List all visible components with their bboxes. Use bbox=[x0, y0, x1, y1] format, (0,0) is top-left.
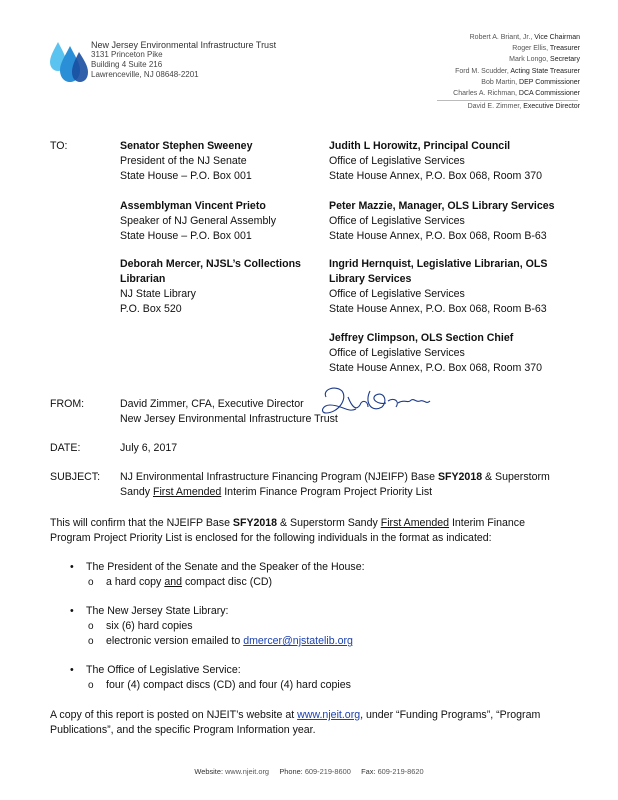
address-line: Building 4 Suite 216 bbox=[91, 60, 163, 69]
executive-director: David E. Zimmer, Executive Director bbox=[467, 103, 580, 111]
from-block: David Zimmer, CFA, Executive Director New Jersey Environmental Infrastructure Trust bbox=[120, 398, 338, 425]
address-line: 3131 Princeton Pike bbox=[91, 50, 163, 59]
board-member: Ford M. Scudder, Acting State Treasurer bbox=[455, 67, 580, 75]
list-item: • The New Jersey State Library: bbox=[66, 604, 353, 619]
njeit-logo bbox=[48, 38, 90, 86]
email-link[interactable]: dmercer@njstatelib.org bbox=[243, 635, 353, 647]
board-member: Bob Martin, DEP Commissioner bbox=[481, 78, 580, 86]
footer-website: www.njeit.org bbox=[225, 767, 270, 776]
board-member: Robert A. Briant, Jr., Vice Chairman bbox=[469, 34, 580, 41]
recipient: Senator Stephen Sweeney President of the NJ Senate State House – P.O. Box 001 bbox=[120, 140, 253, 182]
from-label: FROM: bbox=[50, 398, 85, 410]
closing-paragraph: A copy of this report is posted on NJEIT’s website at www.njeit.org, under “Funding Programs”, “Program Publications”, and the specific Program Information year. bbox=[50, 709, 541, 736]
subject-text: NJ Environmental Infrastructure Financing Program (NJEIFP) Base SFY2018 & Superstorm Sandy First Amended Interim Finance Program Project Priority List bbox=[120, 471, 550, 498]
org-address-block bbox=[91, 40, 276, 80]
distribution-list-ols bbox=[66, 663, 351, 693]
footer: Website: www.njeit.org Phone: 609-219-8600 Fax: 609-219-8620 bbox=[194, 767, 424, 776]
recipient: Ingrid Hernquist, Legislative Librarian, OLS Library Services Office of Legislative Services State House Annex, P.O. Box 068, Room B-63 bbox=[329, 258, 548, 315]
recipient: Judith L Horowitz, Principal Council Office of Legislative Services State House Annex, P.O. Box 068, Room 370 bbox=[329, 140, 542, 182]
sub-list-item: o a hard copy and compact disc (CD) bbox=[66, 575, 365, 590]
date-value: July 6, 2017 bbox=[120, 442, 178, 454]
recipient: Peter Mazzie, Manager, OLS Library Services Office of Legislative Services State House Annex, P.O. Box 068, Room B-63 bbox=[329, 200, 555, 242]
recipient: Assemblyman Vincent Prieto Speaker of NJ General Assembly State House – P.O. Box 001 bbox=[120, 200, 277, 242]
footer-phone: 609-219-8600 bbox=[304, 767, 351, 776]
sub-list-item: o electronic version emailed to dmercer@njstatelib.org bbox=[66, 634, 353, 649]
org-name: New Jersey Environmental Infrastructure Trust bbox=[91, 40, 277, 50]
to-label: TO: bbox=[50, 140, 68, 152]
board-member: Charles A. Richman, DCA Commissioner bbox=[453, 90, 580, 98]
recipient: Jeffrey Climpson, OLS Section Chief Office of Legislative Services State House Annex, P.O. Box 068, Room 370 bbox=[329, 332, 542, 374]
distribution-list-senate bbox=[66, 560, 365, 590]
recipient: Deborah Mercer, NJSL’s Collections Librarian NJ State Library P.O. Box 520 bbox=[120, 258, 301, 315]
divider bbox=[437, 100, 578, 101]
distribution-list-library bbox=[66, 604, 353, 649]
address-line: Lawrenceville, NJ 08648-2201 bbox=[91, 70, 199, 79]
board-member: Mark Longo, Secretary bbox=[509, 56, 580, 64]
subject-label: SUBJECT: bbox=[50, 471, 101, 483]
footer-fax: 609-219-8620 bbox=[377, 767, 424, 776]
signature bbox=[312, 383, 438, 423]
date-label: DATE: bbox=[50, 442, 81, 454]
water-drops-icon bbox=[48, 38, 90, 86]
sub-list-item: o six (6) hard copies bbox=[66, 619, 353, 634]
sub-list-item: o four (4) compact discs (CD) and four (4) hard copies bbox=[66, 678, 351, 693]
website-link[interactable]: www.njeit.org bbox=[297, 709, 361, 721]
board-member: Roger Ellis, Treasurer bbox=[512, 45, 580, 53]
list-item: • The President of the Senate and the Speaker of the House: bbox=[66, 560, 365, 575]
intro-paragraph: This will confirm that the NJEIFP Base SFY2018 & Superstorm Sandy First Amended Interim Finance Program Project Priority List is enclosed for the following individuals in the format as indicated: bbox=[50, 517, 525, 544]
list-item: • The Office of Legislative Service: bbox=[66, 663, 351, 678]
